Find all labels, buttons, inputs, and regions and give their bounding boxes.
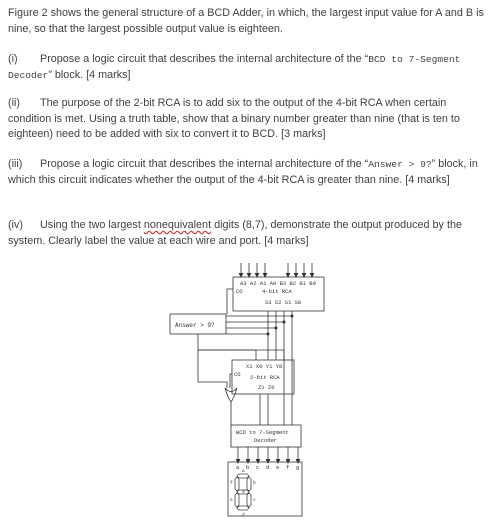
segment-label: b xyxy=(253,481,256,486)
segment-label: g xyxy=(242,489,245,494)
decoder-output-labels xyxy=(236,464,299,471)
decoder-output-label: e xyxy=(276,464,280,471)
decoder-output-label: a xyxy=(236,464,240,471)
decoder-output-label: d xyxy=(266,464,270,471)
comparator-label: Answer > 9? xyxy=(175,322,215,329)
block-name-code: Answer > 9? xyxy=(368,159,432,170)
intro-paragraph: Figure 2 shows the general structure of a BCD Adder, in which, the largest input value for A and B is nine, so that the largest possible output value is eighteen. xyxy=(8,7,484,35)
comparator-to-x-wire xyxy=(198,350,256,360)
question-number: (i) xyxy=(8,53,18,65)
question-text: Using the two largest xyxy=(40,219,144,231)
rca4-carry-wire xyxy=(227,289,233,314)
block-name-code: BCD to 7-Segment Decoder xyxy=(8,54,461,81)
decoder-output-label: f xyxy=(286,464,290,471)
segment-label: d xyxy=(242,513,245,518)
rca4-co-label: CO xyxy=(236,288,243,295)
question-number: (ii) xyxy=(8,97,20,109)
rca2-co-label: CO xyxy=(234,371,241,378)
spellcheck-underlined-word: nonequivalent xyxy=(143,219,212,231)
decoder-output-label: c xyxy=(256,464,260,471)
decoder-output-label: b xyxy=(246,464,250,471)
question-text: The purpose of the 2-bit RCA is to add six to the output of the 4-bit RCA when certain condition is met. Using a truth table, show that a binary number greater than nine (that is ten to eighteen) need to be added with six to convert it to BCD. [3 marks] xyxy=(8,97,460,140)
rca2-input-labels: X1 X0 Y1 Y0 xyxy=(246,363,283,370)
or-gate xyxy=(225,388,237,402)
decoder-label-2: Decoder xyxy=(254,437,278,444)
decoder-output-label: g xyxy=(296,464,300,471)
rca4-input-labels: A3 A2 A1 A0 B3 B2 B1 B0 xyxy=(240,280,316,287)
rca4-name: 4-bit RCA xyxy=(262,288,292,295)
question-text: Propose a logic circuit that describes the internal architecture of the “ xyxy=(40,53,369,65)
question-number: (iv) xyxy=(8,219,23,231)
segment-label: e xyxy=(230,498,233,503)
question-text: Propose a logic circuit that describes the internal architecture of the “ xyxy=(40,158,369,170)
decoder-label-1: BCD to 7-Segment xyxy=(236,429,289,436)
decoder-output-arrows xyxy=(236,447,300,463)
question-text-end: ” block, in which this circuit indicates whether the output of the 4-bit RCA is greater than nine. [4 marks] xyxy=(8,158,478,186)
rca4-output-labels: S3 S2 S1 S0 xyxy=(265,299,302,306)
segment-label: a xyxy=(242,469,245,474)
rca2-name: 2-bit RCA xyxy=(250,374,280,381)
rca4-input-arrows xyxy=(239,263,314,277)
rca2-output-labels: Z1 Z0 xyxy=(258,384,275,391)
question-text-end: digits (8,7), demonstrate the output produced by the system. Clearly label the value at each wire and port. [4 marks] xyxy=(8,219,462,247)
segment-label: c xyxy=(253,498,256,503)
question-number: (iii) xyxy=(8,158,23,170)
question-text-end: ” block. [4 marks] xyxy=(48,68,131,81)
comparator-output-wire xyxy=(198,334,284,360)
segment-label: f xyxy=(230,481,233,486)
segment-labels xyxy=(230,469,256,518)
